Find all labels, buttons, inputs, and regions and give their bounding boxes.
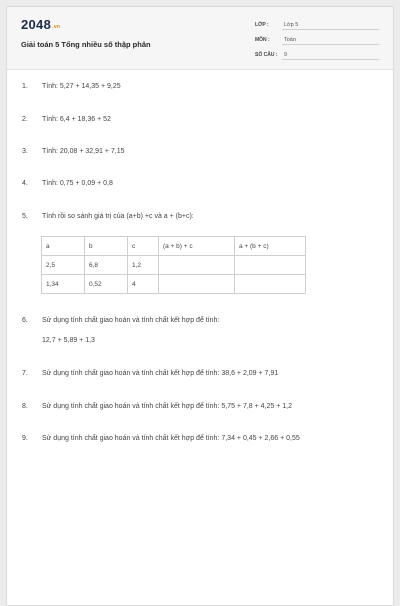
table-header-cell: c xyxy=(128,237,159,256)
table-cell: 0,52 xyxy=(85,275,128,294)
table-header-cell: a + (b + c) xyxy=(235,237,306,256)
table-cell: 1,34 xyxy=(42,275,85,294)
answer-cell[interactable] xyxy=(235,256,306,275)
question-6-expression: 12,7 + 5,89 + 1,3 xyxy=(42,337,95,344)
table-header-cell: b xyxy=(85,237,128,256)
table-cell: 6,8 xyxy=(85,256,128,275)
table-header-row xyxy=(42,237,306,256)
table-cell: 1,2 xyxy=(128,256,159,275)
site-logo[interactable]: 2048.vn xyxy=(21,17,61,32)
answer-cell[interactable] xyxy=(235,275,306,294)
comparison-table xyxy=(41,236,306,294)
answer-cell[interactable] xyxy=(159,256,235,275)
table-cell: 4 xyxy=(128,275,159,294)
table-header-cell: a xyxy=(42,237,85,256)
answer-cell[interactable] xyxy=(159,275,235,294)
worksheet-header xyxy=(7,7,393,70)
meta-subject: MÔN : Toán xyxy=(255,35,379,48)
page-title: Giải toán 5 Tổng nhiều số thập phân xyxy=(21,40,151,49)
table-row xyxy=(42,275,306,294)
worksheet-page: 2048.vn Giải toán 5 Tổng nhiều số thập phân LỚP : Lớp 5 MÔN : Toán SỐ CÂU : 9 1. Tính: 5,27 + 14,35 + 9,25 2. Tính: 6,4 + 18,36 + 52 3. Tính: 20,08 + 32,91 + 7,15 4. Tính: 0,75 + 0,09 + 0,8 5. Tính rồi so sánh giá trị của (a+b) +c và a + (b+c): a b c (a + b) + c a + (b + c) 2,5 6,8 1,2 1,34 0,52 4 6. Sử dụng tính chất giao hoán và tính chất kết hợp để tính: 12,7 + 5,89 + 1,3 7. Sử dụng tính chất giao hoán và tính chất kết hợp để tính: 38,6 + 2,09 + 7,91 8. Sử dụng tính chất giao hoán và tính chất kết hợp để tính: 5,75 + 7,8 + 4,25 + 1,2 9. Sử dụng tính chất giao hoán và tính chất kết hợp để tính: 7,34 + 0,45 + 2,66 + 0,55 xyxy=(6,6,394,606)
table-row xyxy=(42,256,306,275)
table-cell: 2,5 xyxy=(42,256,85,275)
table-header-cell: (a + b) + c xyxy=(159,237,235,256)
meta-question-count: SỐ CÂU : 9 xyxy=(255,50,379,63)
meta-class: LỚP : Lớp 5 xyxy=(255,20,379,33)
